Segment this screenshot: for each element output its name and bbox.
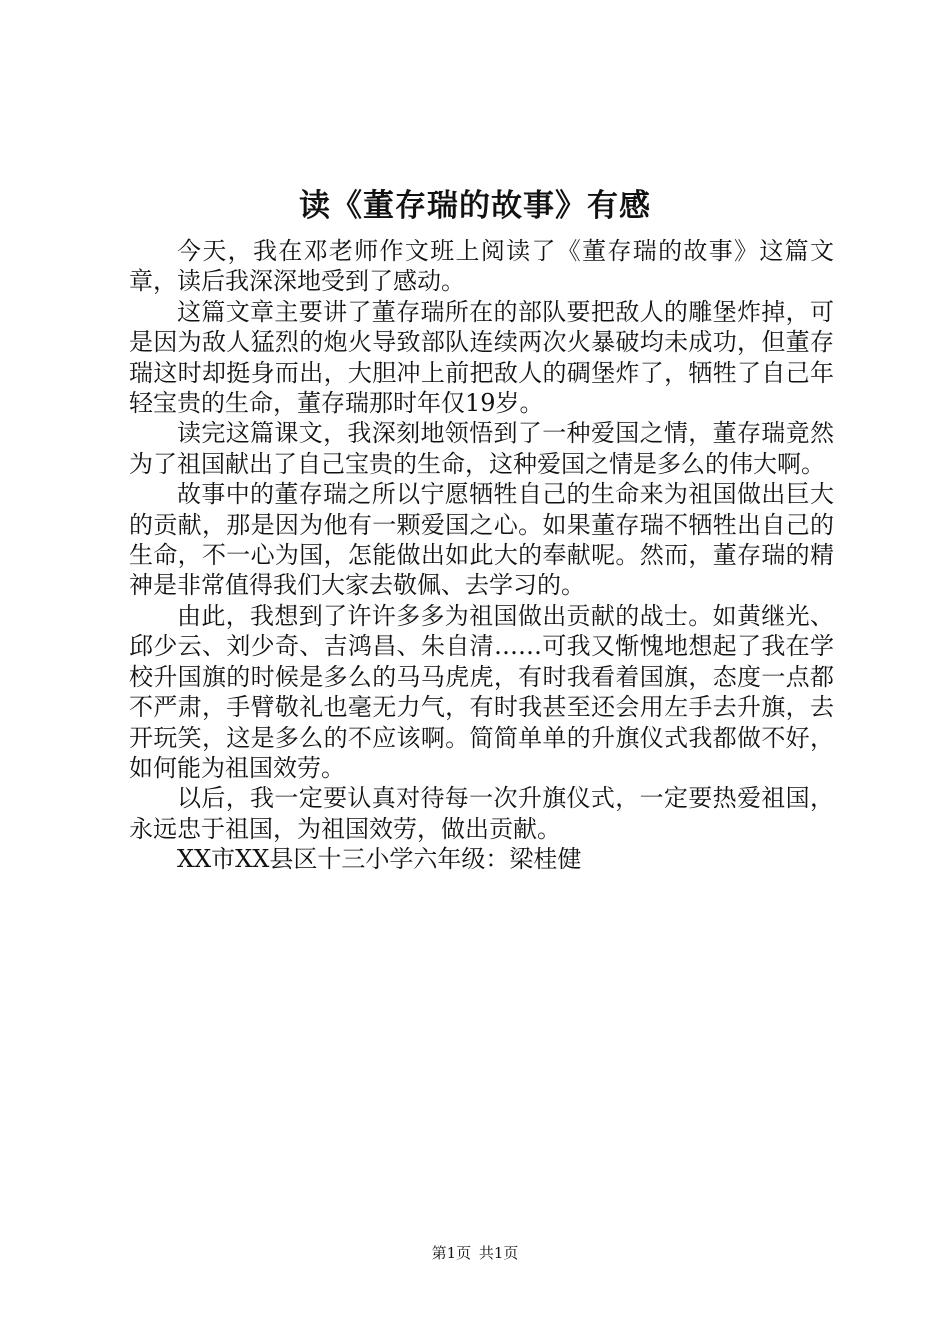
paragraph-4: 故事中的董存瑞之所以宁愿牺牲自己的生命来为祖国做出巨大的贡献，那是因为他有一颗爱国之心。如果董存瑞不牺牲出自己的生命，不一心为国，怎能做出如此大的奉献呢。然而，董存瑞的精神是非常值得我们大家去敬佩、去学习的。 <box>129 480 834 600</box>
author-signature: XX市XX县区十三小学六年级：梁桂健 <box>177 845 582 874</box>
paragraph-6: 以后，我一定要认真对待每一次升旗仪式，一定要热爱祖国，永远忠于祖国，为祖国效劳，做出贡献。 <box>129 784 834 843</box>
paragraph-1: 今天，我在邓老师作文班上阅读了《董存瑞的故事》这篇文章，读后我深深地受到了感动。 <box>129 237 834 296</box>
paragraph-5: 由此，我想到了许许多多为祖国做出贡献的战士。如黄继光、邱少云、刘少奇、吉鸿昌、朱自清……可我又惭愧地想起了我在学校升国旗的时候是多么的马马虎虎，有时我看着国旗，态度一点都不严肃，手臂敬礼也毫无力气，有时我甚至还会用左手去升旗，去开玩笑，这是多么的不应该啊。简简单单的升旗仪式我都做不好，如何能为祖国效劳。 <box>129 601 834 782</box>
document-body <box>129 236 834 875</box>
paragraph-3: 读完这篇课文，我深刻地领悟到了一种爱国之情，董存瑞竟然为了祖国献出了自己宝贵的生命，这种爱国之情是多么的伟大啊。 <box>129 419 834 478</box>
page-number-footer: 第1页 共1页 <box>431 1244 519 1262</box>
document-title: 读《董存瑞的故事》有感 <box>299 188 651 224</box>
paragraph-2: 这篇文章主要讲了董存瑞所在的部队要把敌人的雕堡炸掉，可是因为敌人猛烈的炮火导致部队连续两次火暴破均未成功，但董存瑞这时却挺身而出，大胆冲上前把敌人的碉堡炸了，牺牲了自己年轻宝贵的生命，董存瑞那时年仅19岁。 <box>129 297 834 418</box>
